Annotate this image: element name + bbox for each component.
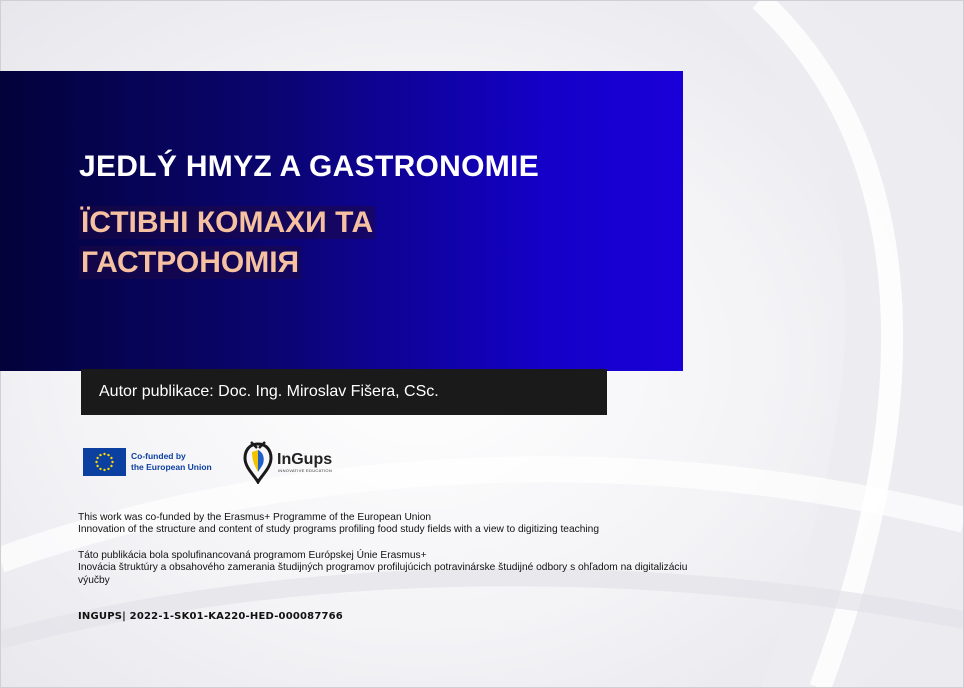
author-text: Autor publikace: Doc. Ing. Miroslav Fišera, CSc. <box>99 383 439 400</box>
eu-star <box>96 465 98 467</box>
title-sub-line2: ГАСТРОНОМІЯ <box>81 246 300 279</box>
ingups-tagline: INNOVATIVE EDUCATION <box>278 467 333 473</box>
eu-star <box>99 454 101 456</box>
funding-sk-line2: Inovácia štruktúry a obsahového zamerania študijných programov profilujúcich potravinárske študijné odbory s ohľadom na digitalizáciu výučby <box>78 562 688 586</box>
eu-star <box>99 468 101 470</box>
eu-star <box>111 461 113 463</box>
funding-sk-line1: Táto publikácia bola spolufinancovaná programom Európskej Únie Erasmus+ <box>78 549 427 561</box>
project-code: INGUPS| 2022-1-SK01-KA220-HED-000087766 <box>78 611 343 622</box>
eu-star <box>96 457 98 459</box>
funding-en-line2: Innovation of the structure and content of study programs profiling food study fields with a view to digitizing teaching <box>78 524 599 536</box>
eu-logo <box>83 448 212 476</box>
ingups-pin-icon <box>243 440 273 484</box>
author-bar <box>81 369 607 415</box>
title-sub <box>79 203 439 283</box>
title-main: JEDLÝ HMYZ A GASTRONOMIE <box>79 150 539 183</box>
eu-text <box>131 451 212 473</box>
eu-star <box>110 457 112 459</box>
eu-star <box>110 465 112 467</box>
eu-star <box>95 461 97 463</box>
eu-flag-icon <box>83 448 126 476</box>
eu-star <box>103 469 105 471</box>
eu-text-line1: Co-funded by <box>131 451 186 461</box>
eu-text-line2: the European Union <box>131 462 212 472</box>
ingups-logo <box>243 440 332 484</box>
funding-notice <box>78 512 698 587</box>
eu-star <box>107 454 109 456</box>
title-sub-line1: ЇСТІВНІ КОМАХИ ТА <box>81 206 374 239</box>
eu-star <box>107 468 109 470</box>
eu-star <box>103 453 105 455</box>
ingups-name: InGups <box>277 450 333 468</box>
funding-en-line1: This work was co-funded by the Erasmus+ Programme of the European Union <box>78 512 432 523</box>
